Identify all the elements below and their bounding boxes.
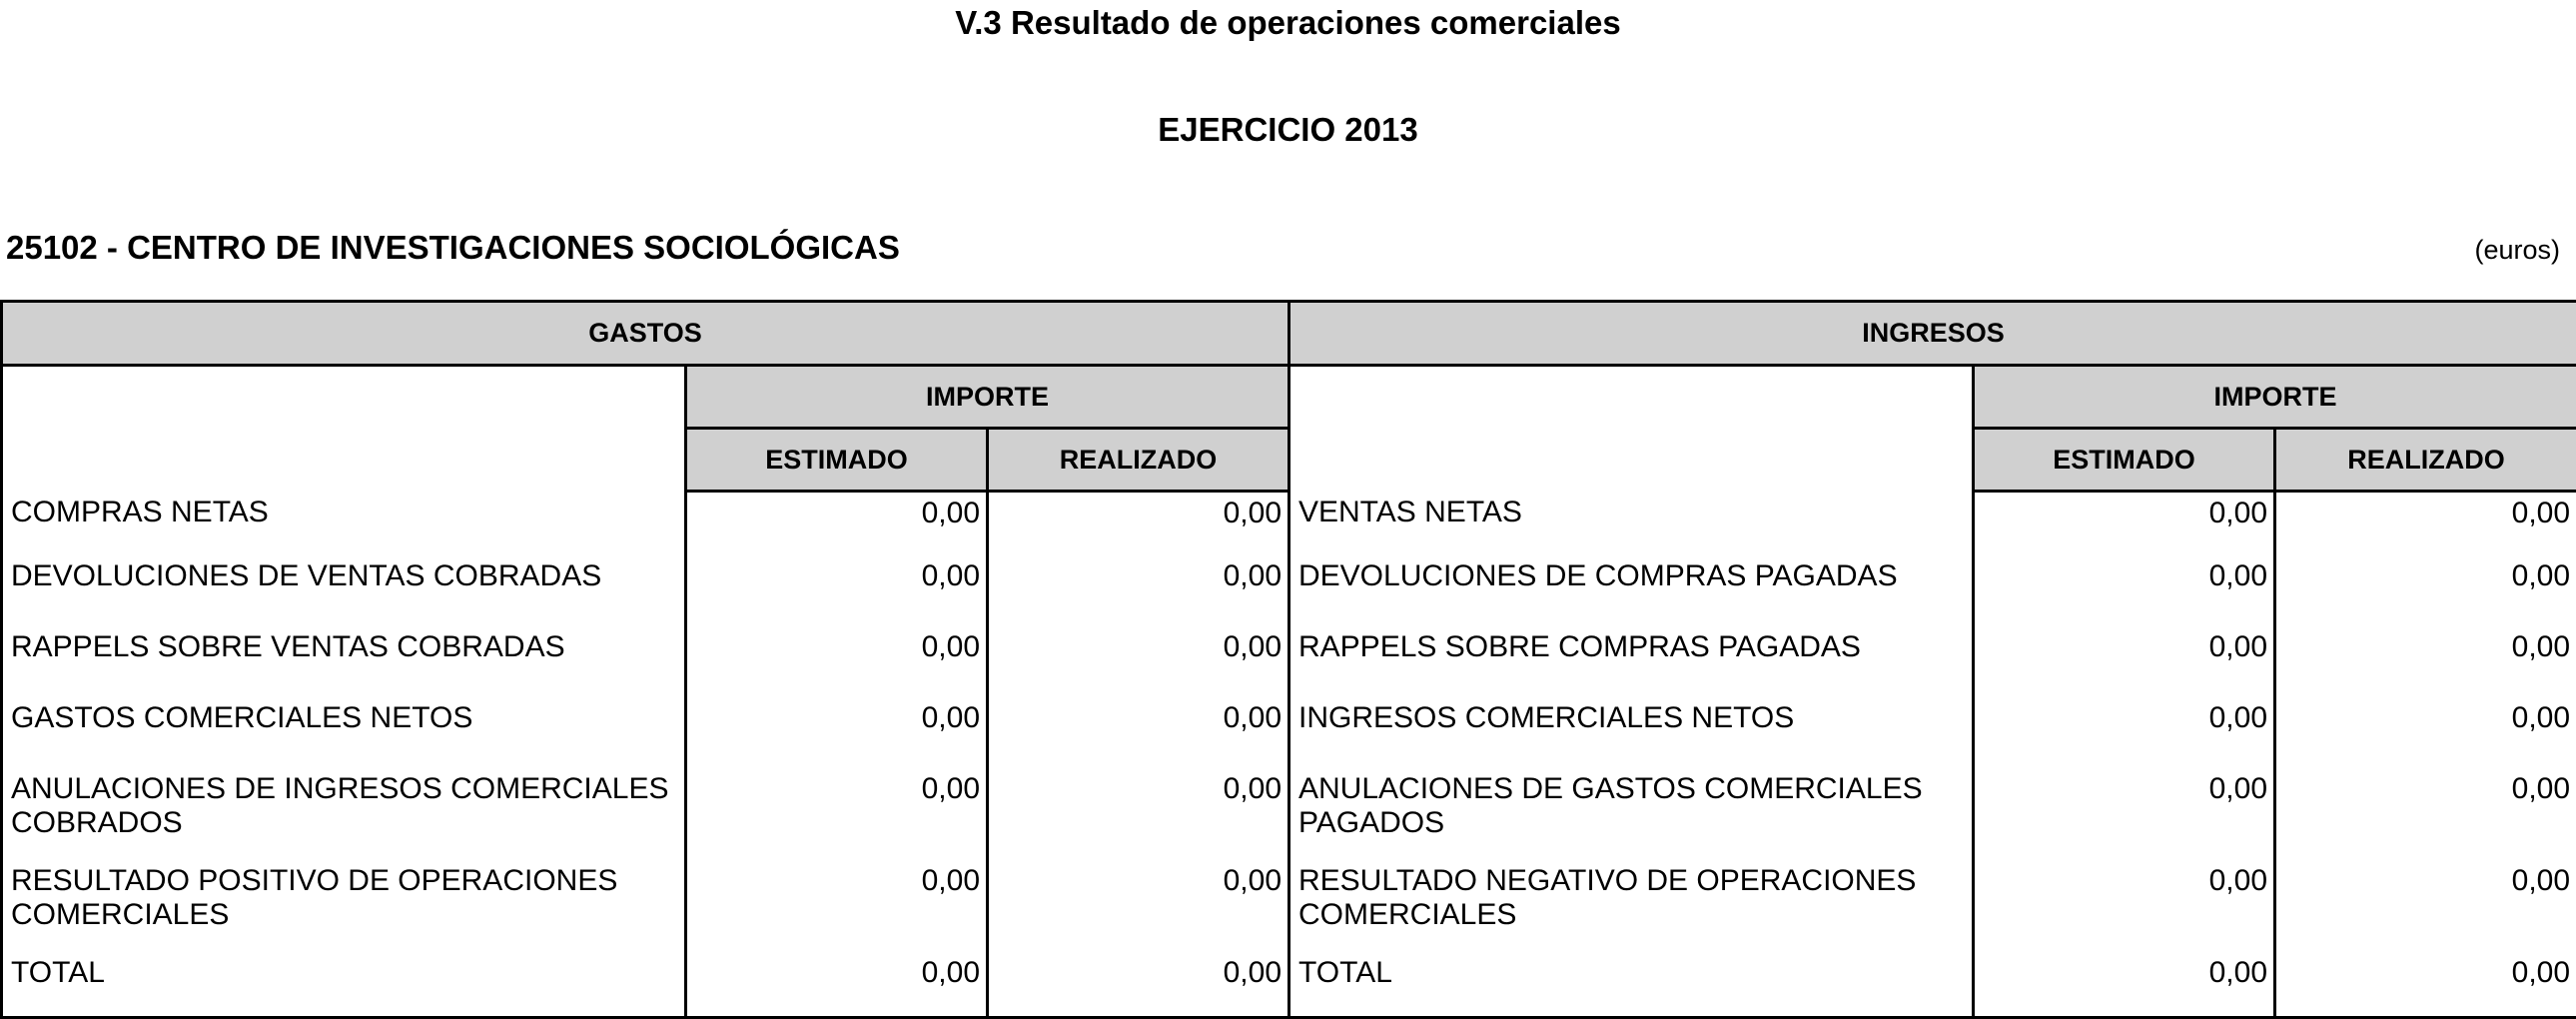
- gasto-realizado-value: 0,00: [988, 856, 1289, 948]
- gasto-realizado-value: 0,00: [988, 492, 1289, 552]
- gastos-header: GASTOS: [2, 302, 1289, 366]
- ingreso-estimado-value: 0,00: [1974, 551, 2275, 622]
- table-row: [2, 622, 2576, 693]
- ingreso-label: DEVOLUCIONES DE COMPRAS PAGADAS: [1289, 551, 1974, 622]
- report-title: V.3 Resultado de operaciones comerciales: [0, 4, 2576, 42]
- table-row: [2, 856, 2576, 948]
- ingreso-estimado-value: 0,00: [1974, 492, 2275, 552]
- ingresos-importe-header: IMPORTE: [1974, 366, 2576, 429]
- gasto-label: COMPRAS NETAS: [2, 492, 686, 552]
- gasto-realizado-total: 0,00: [988, 948, 1289, 1018]
- entity-heading: 25102 - CENTRO DE INVESTIGACIONES SOCIOLÓGICAS: [6, 229, 900, 267]
- ingresos-header: INGRESOS: [1289, 302, 2576, 366]
- ingreso-label: RAPPELS SOBRE COMPRAS PAGADAS: [1289, 622, 1974, 693]
- table-row: [2, 693, 2576, 764]
- gasto-total-label: TOTAL: [2, 948, 686, 1018]
- ingreso-label: VENTAS NETAS: [1289, 492, 1974, 552]
- gasto-realizado-value: 0,00: [988, 693, 1289, 764]
- ingreso-label: INGRESOS COMERCIALES NETOS: [1289, 693, 1974, 764]
- ingreso-realizado-value: 0,00: [2275, 856, 2576, 948]
- ingreso-realizado-value: 0,00: [2275, 764, 2576, 856]
- ingresos-estimado-header: ESTIMADO: [1974, 429, 2275, 492]
- ingreso-realizado-value: 0,00: [2275, 622, 2576, 693]
- gasto-estimado-value: 0,00: [686, 693, 988, 764]
- ingreso-estimado-total: 0,00: [1974, 948, 2275, 1018]
- ingreso-realizado-value: 0,00: [2275, 551, 2576, 622]
- ingreso-estimado-value: 0,00: [1974, 693, 2275, 764]
- ingreso-realizado-total: 0,00: [2275, 948, 2576, 1018]
- units-label: (euros): [2474, 235, 2560, 266]
- gasto-label: ANULACIONES DE INGRESOS COMERCIALES COBRADOS: [2, 764, 686, 856]
- commercial-operations-table: [0, 300, 2576, 1019]
- table-row: [2, 551, 2576, 622]
- table-row: [2, 492, 2576, 552]
- ingresos-realizado-header: REALIZADO: [2275, 429, 2576, 492]
- gastos-estimado-header: ESTIMADO: [686, 429, 988, 492]
- gastos-realizado-header: REALIZADO: [988, 429, 1289, 492]
- ingreso-total-label: TOTAL: [1289, 948, 1974, 1018]
- ingreso-label: RESULTADO NEGATIVO DE OPERACIONES COMERCIALES: [1289, 856, 1974, 948]
- gasto-estimado-value: 0,00: [686, 856, 988, 948]
- gastos-importe-header: IMPORTE: [686, 366, 1289, 429]
- ingreso-estimado-value: 0,00: [1974, 622, 2275, 693]
- gasto-estimado-value: 0,00: [686, 551, 988, 622]
- ingreso-realizado-value: 0,00: [2275, 693, 2576, 764]
- ingreso-estimado-value: 0,00: [1974, 856, 2275, 948]
- gasto-estimado-value: 0,00: [686, 764, 988, 856]
- gasto-realizado-value: 0,00: [988, 551, 1289, 622]
- ingreso-label: ANULACIONES DE GASTOS COMERCIALES PAGADOS: [1289, 764, 1974, 856]
- table-total-row: [2, 948, 2576, 1018]
- gasto-estimado-value: 0,00: [686, 492, 988, 552]
- table-row: [2, 764, 2576, 856]
- gasto-label: GASTOS COMERCIALES NETOS: [2, 693, 686, 764]
- gasto-estimado-value: 0,00: [686, 622, 988, 693]
- gasto-label: RESULTADO POSITIVO DE OPERACIONES COMERCIALES: [2, 856, 686, 948]
- gasto-label: DEVOLUCIONES DE VENTAS COBRADAS: [2, 551, 686, 622]
- ingresos-concept-header-cell: [1289, 366, 1974, 492]
- ingreso-estimado-value: 0,00: [1974, 764, 2275, 856]
- gasto-label: RAPPELS SOBRE VENTAS COBRADAS: [2, 622, 686, 693]
- gastos-concept-header-cell: [2, 366, 686, 492]
- gasto-realizado-value: 0,00: [988, 622, 1289, 693]
- gasto-realizado-value: 0,00: [988, 764, 1289, 856]
- ingreso-realizado-value: 0,00: [2275, 492, 2576, 552]
- gasto-estimado-total: 0,00: [686, 948, 988, 1018]
- fiscal-year-heading: EJERCICIO 2013: [0, 111, 2576, 149]
